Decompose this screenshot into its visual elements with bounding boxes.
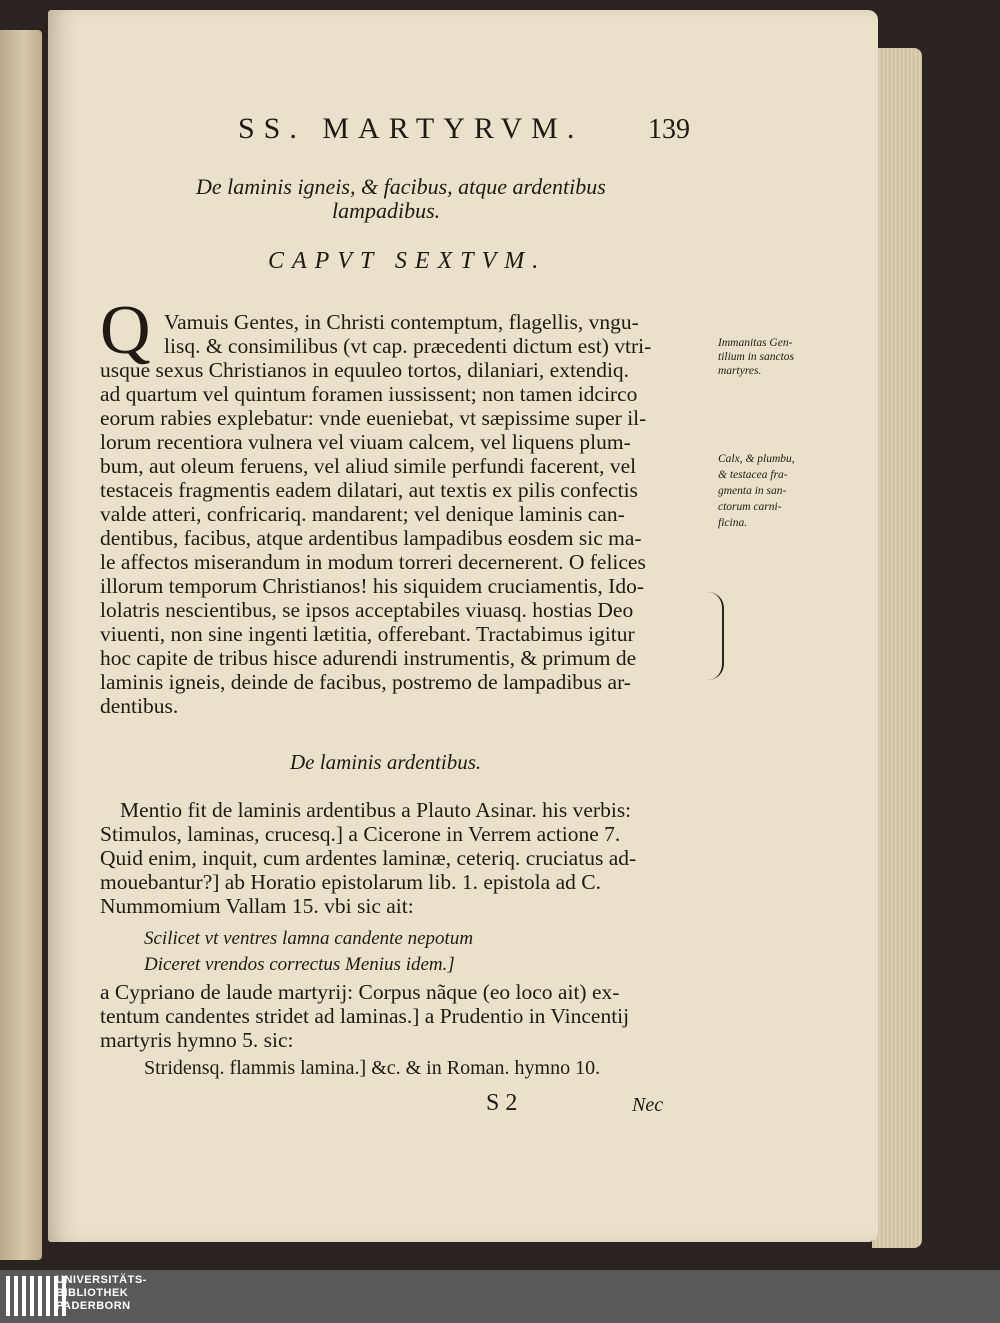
body-line: Stimulos, laminas, crucesq.] a Cicerone in Verrem actione 7.	[100, 822, 621, 846]
body-line: mouebantur?] ab Horatio epistolarum lib. 1. epistola ad C.	[100, 870, 601, 894]
library-name-line: PADERBORN	[56, 1300, 131, 1312]
body-line: Quid enim, inquit, cum ardentes laminæ, ceteriq. cruciatus ad-	[100, 846, 637, 870]
library-name-line: UNIVERSITÄTS-	[56, 1274, 147, 1286]
body-line: eorum rabies explebatur: vnde eueniebat, vt sæpissime super il-	[100, 406, 647, 430]
body-line: lisq. & consimilibus (vt cap. præcedenti dictum est) vtri-	[164, 334, 652, 358]
signature-mark: S 2	[486, 1090, 518, 1116]
body-line: dentibus.	[100, 694, 179, 718]
section-title-line-2: lampadibus.	[332, 198, 441, 223]
body-line: illorum temporum Christianos! his siquidem cruciamentis, Ido-	[100, 574, 644, 598]
running-head: SS. MARTYRVM.	[238, 112, 584, 145]
library-footer-bar	[0, 1270, 1000, 1323]
body-line: Stridensq. flammis lamina.] &c. & in Roman. hymno 10.	[144, 1057, 601, 1079]
body-line: hoc capite de tribus hisce adurendi instrumentis, & primum de	[100, 646, 637, 670]
catchword: Nec	[632, 1094, 664, 1116]
marginal-note-1-line: tilium in sanctos	[718, 351, 795, 363]
body-line: tentum candentes stridet ad laminas.] a Prudentio in Vincentij	[100, 1004, 630, 1028]
body-line: dentibus, facibus, atque ardentibus lampadibus eosdem sic ma-	[100, 526, 642, 550]
facing-page-edge	[0, 30, 42, 1260]
marginal-note-2-line: Calx, & plumbu,	[718, 453, 795, 465]
page-number: 139	[648, 114, 690, 145]
body-line: lolatris nescientibus, se ipsos acceptabiles viuasq. hostias Deo	[100, 598, 634, 622]
section-title-line-1: De laminis igneis, & facibus, atque ardentibus	[196, 174, 606, 199]
library-name-line: BIBLIOTHEK	[56, 1287, 129, 1299]
marginal-note-2-line: & testacea fra-	[718, 469, 788, 481]
body-line: Nummomium Vallam 15. vbi sic ait:	[100, 894, 414, 918]
marginal-note-2-line: ficina.	[718, 517, 748, 529]
verse-quote-line: Diceret vrendos correctus Menius idem.]	[144, 954, 455, 975]
page-block-edge	[872, 48, 922, 1248]
subsection-title: De laminis ardentibus.	[290, 750, 482, 774]
drop-cap: Q	[100, 292, 151, 369]
marginal-note-1-line: Immanitas Gen-	[718, 337, 793, 349]
marginal-note-2-line: gmenta in san-	[718, 485, 787, 497]
body-line: lorum recentiora vulnera vel viuam calcem, vel liquens plum-	[100, 430, 631, 454]
body-line: bum, aut oleum feruens, vel aliud simile perfundi facerent, vel	[100, 454, 637, 478]
body-line: ad quartum vel quintum foramen iussissent; non tamen idcirco	[100, 382, 638, 406]
margin-bracket	[708, 592, 724, 680]
chapter-heading: CAPVT SEXTVM.	[268, 248, 547, 274]
body-line: Vamuis Gentes, in Christi contemptum, flagellis, vngu-	[164, 310, 639, 334]
body-line: usque sexus Christianos in equuleo tortos, dilaniari, extendiq.	[100, 358, 630, 382]
library-name	[56, 1274, 147, 1313]
body-line: Mentio fit de laminis ardentibus a Plauto Asinar. his verbis:	[120, 798, 632, 822]
body-line: valde atteri, confricariq. mandarent; vel denique laminis can-	[100, 502, 625, 526]
body-line: martyris hymno 5. sic:	[100, 1028, 294, 1052]
body-line: testaceis fragmentis eadem dilatari, aut textis ex pilis confectis	[100, 478, 638, 502]
marginal-note-2-line: ctorum carni-	[718, 501, 782, 513]
marginal-note-1-line: martyres.	[718, 365, 762, 377]
body-line: laminis igneis, deinde de facibus, postremo de lampadibus ar-	[100, 670, 631, 694]
body-line: le affectos miserandum in modum torreri decernerent. O felices	[100, 550, 646, 574]
verse-quote-line: Scilicet vt ventres lamna candente nepotum	[144, 928, 474, 949]
body-line: viuenti, non sine ingenti lætitia, offerebant. Tractabimus igitur	[100, 622, 635, 646]
body-line: a Cypriano de laude martyrij: Corpus nãque (eo loco ait) ex-	[100, 980, 620, 1004]
